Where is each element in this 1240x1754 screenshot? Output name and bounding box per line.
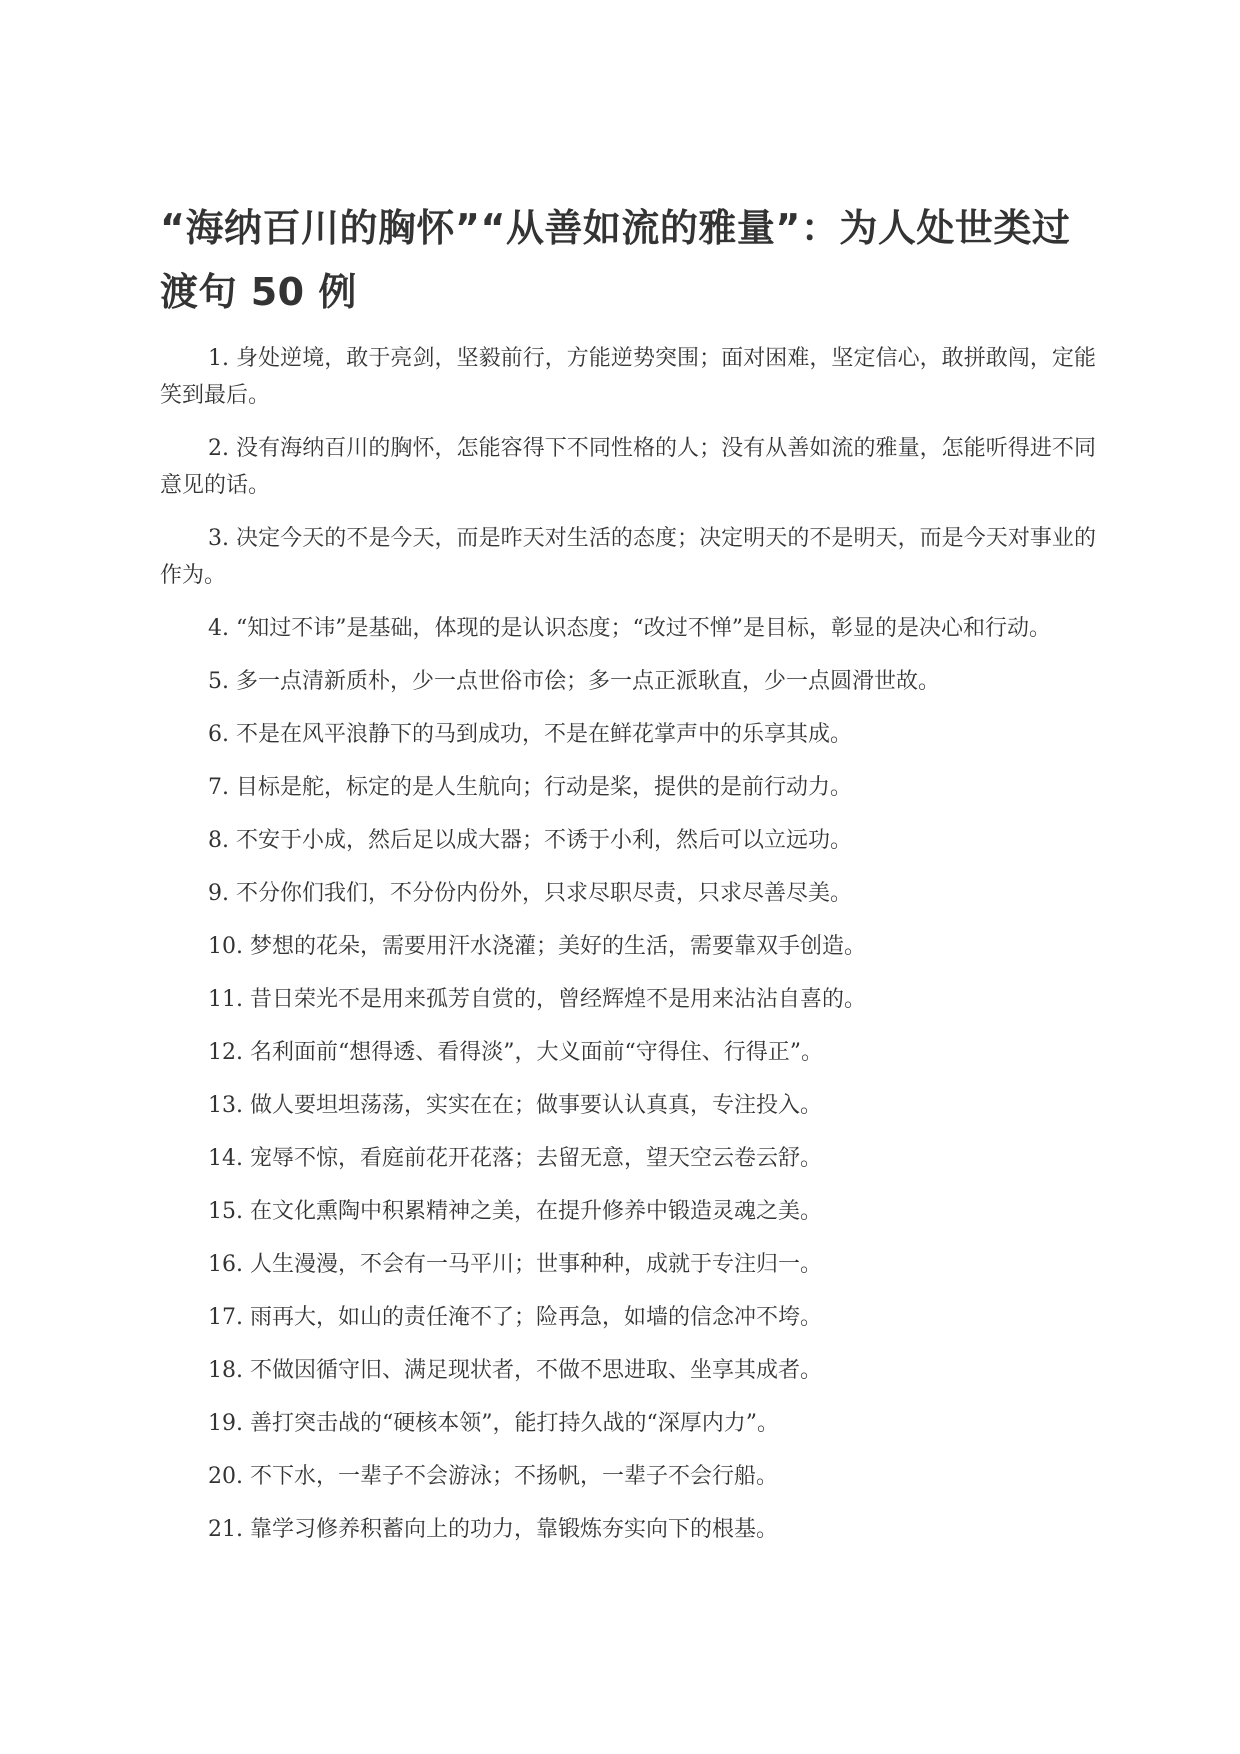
sentence-list xyxy=(160,340,1096,1548)
document-title: “海纳百川的胸怀”“从善如流的雅量”：为人处世类过渡句 50 例 xyxy=(160,206,1071,314)
list-item: 6. 不是在风平浪静下的马到成功，不是在鲜花掌声中的乐享其成。 xyxy=(208,722,852,747)
list-item: 4. “知过不讳”是基础，体现的是认识态度；“改过不惮”是目标，彰显的是决心和行动。 xyxy=(208,616,1051,641)
list-item: 12. 名利面前“想得透、看得淡”，大义面前“守得住、行得正”。 xyxy=(208,1040,823,1065)
list-item: 7. 目标是舵，标定的是人生航向；行动是桨，提供的是前行动力。 xyxy=(208,775,852,800)
list-item: 14. 宠辱不惊，看庭前花开花落；去留无意，望天空云卷云舒。 xyxy=(208,1146,822,1171)
list-item: 3. 决定今天的不是今天，而是昨天对生活的态度；决定明天的不是明天，而是今天对事业的作为。 xyxy=(160,526,1096,588)
list-item: 1. 身处逆境，敢于亮剑，坚毅前行，方能逆势突围；面对困难，坚定信心，敢拼敢闯，定能笑到最后。 xyxy=(160,346,1096,408)
list-item: 13. 做人要坦坦荡荡，实实在在；做事要认认真真，专注投入。 xyxy=(208,1093,822,1118)
list-item: 9. 不分你们我们，不分份内份外，只求尽职尽责，只求尽善尽美。 xyxy=(208,881,852,906)
list-item: 20. 不下水，一辈子不会游泳；不扬帆，一辈子不会行船。 xyxy=(208,1464,778,1489)
list-item: 10. 梦想的花朵，需要用汗水浇灌；美好的生活，需要靠双手创造。 xyxy=(208,934,866,959)
list-item: 11. 昔日荣光不是用来孤芳自赏的，曾经辉煌不是用来沾沾自喜的。 xyxy=(208,987,866,1012)
list-item: 5. 多一点清新质朴，少一点世俗市侩；多一点正派耿直，少一点圆滑世故。 xyxy=(208,669,940,694)
list-item: 15. 在文化熏陶中积累精神之美，在提升修养中锻造灵魂之美。 xyxy=(208,1199,822,1224)
document-body xyxy=(160,196,1096,1564)
list-item: 18. 不做因循守旧、满足现状者，不做不思进取、坐享其成者。 xyxy=(208,1358,822,1383)
list-item: 21. 靠学习修养积蓄向上的功力，靠锻炼夯实向下的根基。 xyxy=(208,1517,778,1542)
list-item: 8. 不安于小成，然后足以成大器；不诱于小利，然后可以立远功。 xyxy=(208,828,852,853)
list-item: 19. 善打突击战的“硬核本领”，能打持久战的“深厚内力”。 xyxy=(208,1411,779,1436)
list-item: 17. 雨再大，如山的责任淹不了；险再急，如墙的信念冲不垮。 xyxy=(208,1305,822,1330)
list-item: 16. 人生漫漫，不会有一马平川；世事种种，成就于专注归一。 xyxy=(208,1252,822,1277)
list-item: 2. 没有海纳百川的胸怀，怎能容得下不同性格的人；没有从善如流的雅量，怎能听得进不同意见的话。 xyxy=(160,436,1096,498)
